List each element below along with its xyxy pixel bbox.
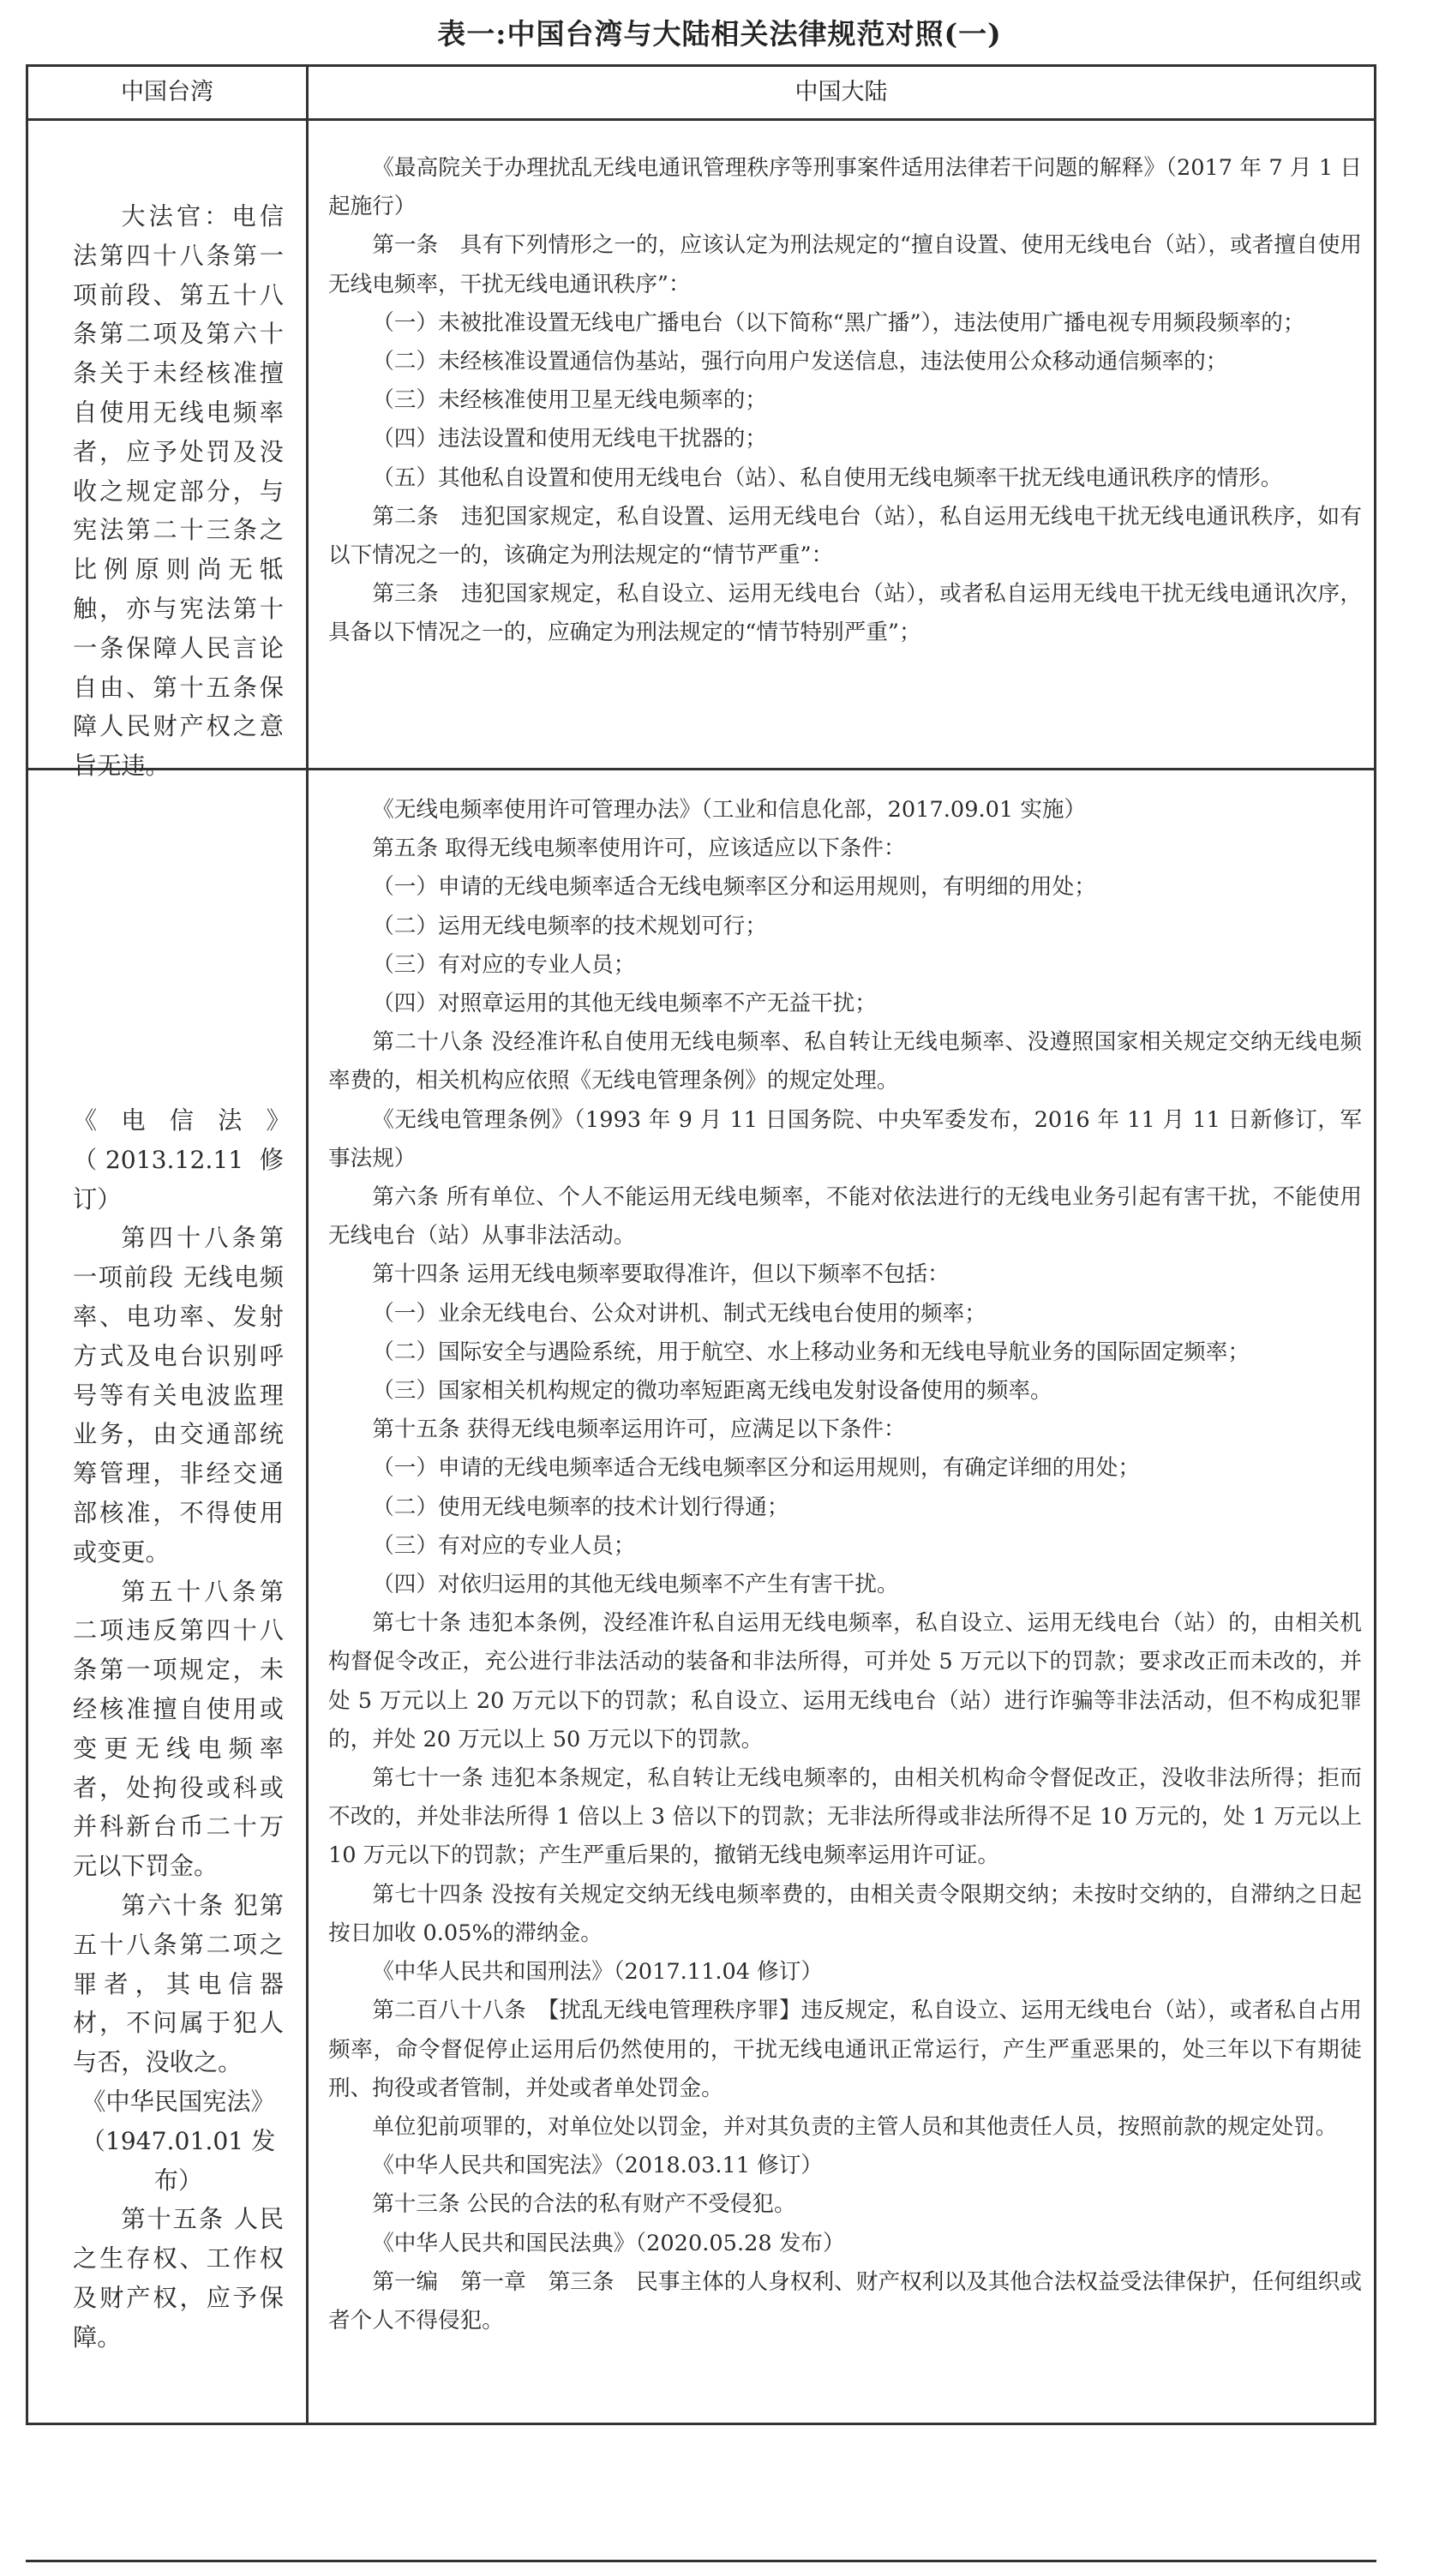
paragraph: （二）国际安全与遇险系统，用于航空、水上移动业务和无线电导航业务的国际固定频率；: [372, 1339, 1250, 1365]
paragraph: （四）对依归运用的其他无线电频率不产生有害干扰。: [372, 1572, 899, 1598]
paragraph: 第十三条 公民的合法的私有财产不受侵犯。: [372, 2191, 796, 2218]
bottom-rule: [26, 2560, 1376, 2562]
paragraph: 第五条 取得无线电频率使用许可，应该适应以下条件：: [372, 836, 906, 862]
paragraph: 《中华人民共和国宪法》（2018.03.11 修订）: [372, 2153, 823, 2179]
paragraph: 《最高院关于办理扰乱无线电通讯管理秩序等刑事案件适用法律若干问题的解释》（2017 年 7 月 1 日起施行）: [328, 155, 1362, 220]
paragraph: （二）未经核准设置通信伪基站，强行向用户发送信息，违法使用公众移动通信频率的；: [372, 349, 1228, 375]
paragraph: 第一条 具有下列情形之一的，应该认定为刑法规定的“擅自设置、使用无线电台（站），或者擅自使用无线电频率，干扰无线电通讯秩序”：: [328, 232, 1362, 297]
paragraph: 第七十条 违犯本条例，没经准许私自运用无线电频率，私自设立、运用无线电台（站）的，由相关机构督促令改正，充公进行非法活动的装备和非法所得，可并处 5 万元以下的罚款；要求改正而未改的，并处 5 万元以上 20 万元以下的罚款；私自设立、运用无线电台（站）进行诈骗等非法活动，但不构成犯罪的，并处 20 万元以上 50 万元以下的罚款。: [328, 1610, 1362, 1752]
header-taiwan: 中国台湾: [121, 79, 213, 105]
paragraph: 《无线电管理条例》（1993 年 9 月 11 日国务院、中央军委发布，2016 年 11 月 11 日新修订，军事法规）: [328, 1106, 1362, 1171]
paragraph: 第十五条 人民之生存权、工作权及财产权，应予保障。: [73, 2205, 284, 2351]
paragraph: （五）其他私自设置和使用无线电台（站）、私自使用无线电频率干扰无线电通讯秩序的情形。: [372, 464, 1283, 491]
paragraph: 第三条 违犯国家规定，私自设立、运用无线电台（站），或者私自运用无线电干扰无线电通讯次序，具备以下情况之一的，应确定为刑法规定的“情节特别严重”；: [328, 581, 1362, 646]
law-title: 《中华民国宪法》: [81, 2087, 275, 2116]
paragraph: （四）违法设置和使用无线电干扰器的；: [372, 426, 767, 452]
paragraph: （一）申请的无线电频率适合无线电频率区分和运用规则，有确定详细的用处；: [372, 1455, 1140, 1482]
header-mainland: 中国大陆: [794, 79, 888, 105]
row1-mainland-cell: [328, 149, 1362, 653]
paragraph: （一）业余无线电台、公众对讲机、制式无线电台使用的频率；: [372, 1300, 986, 1327]
table-title: 表一:中国台湾与大陆相关法律规范对照(一): [437, 17, 1002, 51]
column-divider: [306, 67, 309, 2423]
header-divider: [28, 118, 1374, 121]
paragraph: 第五十八条第二项违反第四十八条第一项规定，未经核准擅自使用或变更无线电频率者，处拘役或科或并科新台币二十万元以下罚金。: [73, 1577, 284, 1881]
paragraph: （一）申请的无线电频率适合无线电频率区分和运用规则，有明细的用处；: [372, 874, 1096, 901]
paragraph: （二）使用无线电频率的技术计划行得通；: [372, 1494, 789, 1520]
paragraph: （三）有对应的专业人员；: [372, 951, 636, 978]
paragraph: （四）对照章运用的其他无线电频率不产无益干扰；: [372, 991, 877, 1017]
law-date: （2013.12.11 修订）: [73, 1145, 284, 1213]
paragraph: 第六条 所有单位、个人不能运用无线电频率，不能对依法进行的无线电业务引起有害干扰，不能使用无线电台（站）从事非法活动。: [328, 1184, 1362, 1249]
row2-taiwan-cell: [73, 1101, 291, 2357]
paragraph: 《无线电频率使用许可管理办法》（工业和信息化部，2017.09.01 实施）: [372, 797, 1087, 823]
paragraph: 第二百八十八条 【扰乱无线电管理秩序罪】违反规定，私自设立、运用无线电台（站），或者私自占用频率，命令督促停止运用后仍然使用的，干扰无线电通讯正常运行，产生严重恶果的，处三年以下有期徒刑、拘役或者管制，并处或者单处罚金。: [328, 1998, 1362, 2101]
paragraph: 第四十八条第一项前段 无线电频率、电功率、发射方式及电台识别呼号等有关电波监理业务，由交通部统筹管理，非经交通部核准，不得使用或变更。: [73, 1224, 284, 1567]
comparison-table: [26, 64, 1376, 2425]
paragraph: 第二条 违犯国家规定，私自设置、运用无线电台（站），私自运用无线电干扰无线电通讯秩序，如有以下情况之一的，该确定为刑法规定的“情节严重”：: [328, 503, 1362, 569]
paragraph: （一）未被批准设置无线电广播电台（以下简称“黑广播”），违法使用广播电视专用频段频率的；: [372, 309, 1305, 336]
row1-taiwan-text: 大法官：电信法第四十八条第一项前段、第五十八条第二项及第六十条关于未经核准擅自使用无线电频率者，应予处罚及没收之规定部分，与宪法第二十三条之比例原则尚无牴触，亦与宪法第十一条保障人民言论自由、第十五条保障人民财产权之意旨无违。: [73, 202, 284, 781]
paragraph: 第十五条 获得无线电频率运用许可，应满足以下条件：: [372, 1417, 906, 1443]
paragraph: 第一编 第一章 第三条 民事主体的人身权利、财产权利以及其他合法权益受法律保护，任何组织或者个人不得侵犯。: [328, 2268, 1362, 2333]
paragraph: 第六十条 犯第五十八条第二项之罪者，其电信器材，不问属于犯人与否，没收之。: [73, 1890, 284, 2077]
paragraph: 第七十一条 违犯本条规定，私自转让无线电频率的，由相关机构命令督促改正，没收非法所得；拒而不改的，并处非法所得 1 倍以上 3 倍以下的罚款；无非法所得或非法所得不足 10 万元的，处 1 万元以上 10 万元以下的罚款；产生严重后果的，撤销无线电频率运用许可证。: [328, 1765, 1362, 1869]
paragraph: 《中华人民共和国民法典》（2020.05.28 发布）: [372, 2230, 845, 2256]
law-title: 《 电 信 法 》: [73, 1106, 291, 1135]
row1-taiwan-cell: [73, 197, 284, 786]
paragraph: 单位犯前项罪的，对单位处以罚金，并对其负责的主管人员和其他责任人员，按照前款的规定处罚。: [372, 2113, 1338, 2140]
paragraph: 第十四条 运用无线电频率要取得准许，但以下频率不包括：: [372, 1261, 950, 1288]
law-date: （1947.01.01 发布）: [81, 2126, 276, 2195]
paragraph: 第七十四条 没按有关规定交纳无线电频率费的，由相关责令限期交纳；未按时交纳的，自滞纳之日起按日加收 0.05%的滞纳金。: [328, 1881, 1362, 1946]
paragraph: （三）有对应的专业人员；: [372, 1532, 636, 1559]
row2-mainland-cell: [328, 791, 1362, 2340]
paragraph: （三）未经核准使用卫星无线电频率的；: [372, 387, 767, 414]
paragraph: （三）国家相关机构规定的微功率短距离无线电发射设备使用的频率。: [372, 1378, 1052, 1405]
paragraph: 《中华人民共和国刑法》（2017.11.04 修订）: [372, 1959, 823, 1986]
paragraph: （二）运用无线电频率的技术规划可行；: [372, 913, 767, 939]
paragraph: 第二十八条 没经准许私自使用无线电频率、私自转让无线电频率、没遵照国家相关规定交纳无线电频率费的，相关机构应依照《无线电管理条例》的规定处理。: [328, 1029, 1362, 1094]
